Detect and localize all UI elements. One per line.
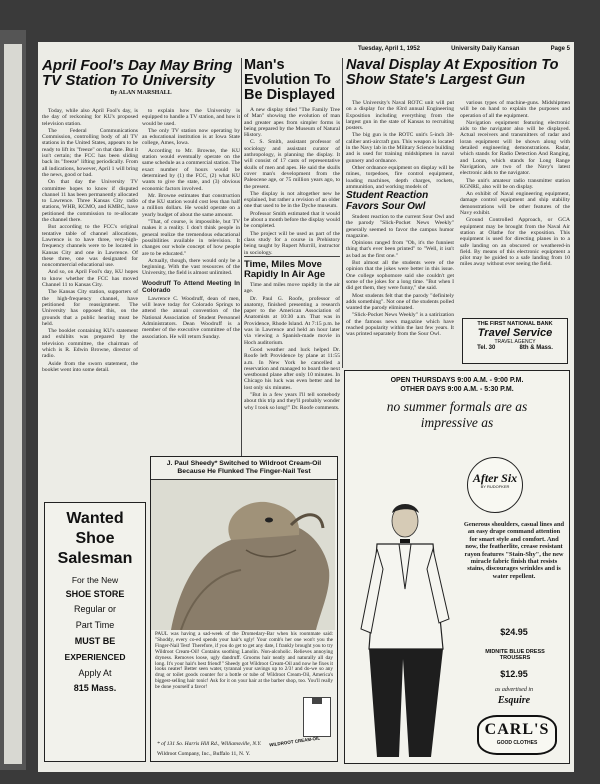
after-six-description: Generous shoulders, casual lines and an easy drape command attention for smart style and comfort. And now, the featherlite, crease resistant rayon features "Stain-Shy", the new miracle fabric finish that resists stains, discourages wrinkles and is water repellent.: [463, 521, 565, 580]
bank-travel-title: Travel Service: [477, 327, 553, 339]
wildroot-copy: PAUL was having a sad-week of the Dromedary-Bar when his roommate said: "Shoddy, every co-ed spends your hair's ugly! Your comb's her one won't you the Finger-Nail Test! Therefore, if you do get to get any date, I frankly brought you to try Wildroot Cream-Oil! Contains soothing Lanolin. Non-alcoholic. Relieves annoying dryness. Removes loose, ugly dandruff. Grooms hair neatly and naturally all day long. It's your hair's best friend!" Sheedy got Wildroot Cream-Oil and now he fixes it looks neater! Better seen water, tyrannal your savings up to 2/3! and do-we so any drug or toilet goods counter for a bottle or tube of Wildroot Cream-Oil, America's biggest-selling hair tonic! Ask for it on your hair at the barber shop, too. You'll really be done yourself a favor!: [155, 631, 333, 691]
time-miles-headline: Time, Miles Move Rapidly In Air Age: [244, 260, 326, 280]
jacket-price: $24.95: [500, 627, 528, 637]
shoe-ad-line: Apply At: [78, 668, 112, 678]
page-header: [358, 46, 570, 52]
sour-owl-paragraph: Opinions ranged from "Oh, it's the funniest thing that's ever been printed" to "Well, it isn't as bad as the first one.": [346, 240, 454, 259]
story-time-miles: [244, 260, 340, 450]
evolution-paragraph: The project will be used as part of the class study for a course in Prehistory being taught by Rupert Murrill, instructor in sociology.: [244, 230, 340, 256]
wildroot-product-label: WILDROOT CREAM-OIL: [268, 735, 321, 748]
time-miles-paragraph: Good weather and luck helped Dr. Roofe left Providence by plane at 11:55 a.m. In New York he cancelled a reservation and managed to board the next westbound plane after only 10 minutes. In Chicago his luck was even better and he lost only six minutes.: [244, 346, 340, 391]
story-sour-owl: [346, 190, 454, 360]
carls-hours-2: OTHER DAYS 9:00 A.M. - 5:30 P.M.: [400, 386, 514, 393]
shoe-ad-line: 815 Mass.: [73, 683, 117, 693]
woodruff-text: Lawrence C. Woodruff, dean of men, will leave today for Colorado Springs to attend the annual convention of the National Association of Student Personnel Administrators. Dean Woodruff is a member of the executive committee of the association. He will return Sunday.: [142, 295, 240, 340]
tv-paragraph: to explain how the University is equipped to handle a TV station, and how it would be used.: [142, 108, 240, 127]
tv-paragraph: And so, on April Fool's day, KU hopes to know whether the FCC has moved Channel 11 to Kansas City.: [42, 269, 138, 289]
as-advertised: as advertised in: [495, 687, 533, 693]
shoe-ad-line: Regular or: [73, 604, 117, 614]
carls-slogan-1: no summer formals are as: [386, 399, 528, 414]
wildroot-bottle-icon: [303, 697, 331, 737]
tv-paragraph: On that day the University TV committee hopes to know if disputed channel 11 has been permanently allocated to Lawrence. Three Kansas City radio stations, WHB, KCMO, and KMBC, have petitioned the commission to re-allocate the channel there.: [42, 179, 138, 224]
shoe-ad-line: Shoe: [75, 530, 115, 547]
evolution-paragraph: The display is not altogether new he explained, but rather a revision of an older one that used to be in the Dyche museum.: [244, 190, 340, 210]
man-in-tuxedo-illustration: [347, 499, 459, 759]
tv-story-col2: [142, 108, 240, 408]
tv-paragraph: Mr. Browne estimates that construction of the KU station would cost less than half a million dollars. He would operate on a yearly budget of about the same amount.: [142, 192, 240, 218]
column-rule: [342, 58, 343, 368]
tv-paragraph: According to Mr. Browne, the KU station would eventually operate on the same schedule as a commercial station. The exact number of hours would be determined by (1) the FCC, (2) what KU wants to give the state, and (3) obvious economic factors involved.: [142, 147, 240, 192]
sour-owl-paragraph: Most students felt that the parody "definitely adds something". Not one of the students polled wanted the parody eliminated.: [346, 292, 454, 312]
shoe-ad-line: Salesman: [57, 550, 133, 567]
tv-paragraph: The Federal Communications Commission, controlling body of all TV stations in the United States, appears to be ready to lift its "freeze" on that date. But it isn't certain; the FCC has been sliding back its "freeze" lifting periodically. From all indications, however, April 1 will bring the news, good or bad.: [42, 127, 138, 178]
after-six-logo: [467, 457, 523, 513]
naval-paragraph: The big gun is the ROTC unit's 5-inch 38-caliber anti-aircraft gun. This weapon is located in the Navy lab in the Military Science building and is used for training midshipmen in naval gunnery and ordnance.: [346, 132, 454, 164]
trousers-label: MIDNITE BLUE DRESS TROUSERS: [485, 649, 545, 661]
naval-paragraph: The unit's amateur radio transmitter station KGNRE, also will be on display.: [460, 177, 570, 190]
wildroot-ad: [150, 456, 338, 762]
time-miles-paragraph: Dr. Paul G. Roofe, professor of anatomy, finished presenting a research paper to the American Association of Anatomists at 10:30 a.m. That was in Providence, Rhode Island. At 7:15 p.m. he was in Lawrence and held an hour later via viewing a Spanish-made movie in Hoch auditorium.: [244, 295, 340, 346]
esquire-logo: Esquire: [497, 695, 531, 706]
sour-owl-paragraph: Student reaction to the current Sour Owl and the parody "Slick-Pocket News Weekly" generally seemed to favor the campus humor magazine.: [346, 214, 454, 239]
tv-paragraph: Aside from the sworn statement, the booklet went into some detail.: [42, 360, 138, 373]
shoe-salesman-ad: [44, 502, 146, 762]
wildroot-address: * of 131 So. Harris Hill Rd., Williamsville, N.Y.: [157, 741, 262, 747]
tv-paragraph: The Kansas City station, supporters of the high-frequency channel, have petitioned for reassignment. The University has opposed this, on the grounds that a public hearing must be held.: [42, 289, 138, 327]
header-paper: University Daily Kansan: [451, 46, 520, 52]
wildroot-headline: J. Paul Sheedy* Switched to Wildroot Cream-Oil Because He Flunked The Finger-Nail Test: [151, 457, 337, 480]
carls-logo-sub: GOOD CLOTHES: [496, 740, 538, 746]
shoe-ad-line: SHOE STORE: [65, 589, 125, 599]
bank-travel-ad: [462, 318, 568, 364]
naval-paragraph: An exhibit of Naval engineering equipment, damage control equipment and ship stability demonstrations will be other features of the Navy exhibit.: [460, 191, 570, 217]
story-naval-headline-block: [346, 58, 570, 98]
shoe-ad-line: Part Time: [75, 620, 115, 630]
sour-owl-paragraph: "Slick-Pocket News Weekly" is a satirization of the famous news magazine which have reached popularity within the last few years. It was printed separately from the Sour Owl.: [346, 312, 454, 338]
evolution-paragraph: C. S. Smith, assistant professor of sociology and assistant curator of anthropology, is planning the display. It will consist of 17 casts of representative skulls of men and apes. He said the skulls cover man's development from the Paleocene age, or 75 million years ago, to the present.: [244, 139, 340, 190]
sour-owl-paragraph: But almost all the students were of the opinion that the jokes were better in this issue. One college sophomore said she couldn't get some of the jokes for a long time. "But when I did get them, they were funny," she said.: [346, 260, 454, 292]
tv-paragraph: But according to the FCC's original tentative table of channel allocations, Lawrence is to have three, very-high-frequency channels were to be located in Kansas City and one in Lawrence. Of these three, one was designated for noncommercial educational use.: [42, 224, 138, 269]
evolution-headline: Man's Evolution To Be Displayed: [244, 58, 336, 103]
tv-paragraph: Actually, though, there would only be a beginning. With the vast resources of the University, the field is almost unlimited.: [142, 257, 240, 277]
naval-story-col1: [346, 100, 454, 190]
tv-paragraph: The booklet containing KU's statement and exhibits was prepared by the television committee, the chairman of which is R. Edwin Browne, director of radio.: [42, 328, 138, 360]
column-rule: [241, 58, 242, 458]
tv-paragraph: "That, of course, is impossible, but TV makes it a reality. I don't think people in general realize the tremendous educational possibilities available in television. It changes our whole concept of how people are to be educated.": [142, 219, 240, 257]
tv-paragraph: The only TV station now operating by an educational institution is at Iowa State college, Ames, Iowa.: [142, 127, 240, 147]
section-rule: [244, 256, 340, 257]
adjacent-page-strip: [4, 44, 22, 764]
newspaper-page: [38, 42, 574, 772]
tv-headline: April Fool's Day May Bring TV Station To University: [42, 58, 233, 89]
naval-paragraph: Ground Controlled Approach, or GCA equipment may be brought from the Naval Air station at Olathe for the exposition. This equipment is used for directing planes in to a safe landing on an obscured or weathered-in field. By means of this electronic equipment a pilot may be guided to a safe landing from 10 miles away without ever seeing the field.: [460, 217, 570, 268]
shoe-ad-line: Wanted: [66, 510, 124, 527]
after-six-sub: BY RUDOFKER: [480, 484, 510, 489]
header-page: Page 5: [550, 46, 570, 52]
carls-logo: [477, 715, 557, 755]
tv-story-col1: [42, 108, 138, 528]
naval-headline: Naval Display At Exposition To Show State's Largest Gun: [346, 58, 559, 88]
shoe-ad-line: EXPERIENCED: [64, 652, 126, 662]
tv-byline: By ALAN MARSHALL: [110, 90, 172, 96]
sour-owl-headline: Student Reaction Favors Sour Owl: [346, 190, 429, 212]
camel-illustration: [151, 480, 335, 630]
trousers-price: $12.95: [500, 669, 528, 679]
naval-paragraph: Navigation equipment featuring electronic aids to the navigator also will be displayed. Actual receivers and transmitters of radar and loran equipment will be shown along with detailed engineering demonstrations. Radar, which stands for Radio Detection And Ranging, and Loran, which stands for Long Range Navigation, are two of the Navy's latest electronic aids to the navigator.: [460, 119, 570, 177]
after-six-brand: After Six: [472, 471, 518, 485]
time-miles-paragraph: "But in a few years I'll tell somebody about this trip and they'll probably wonder why I took so long!" Dr. Roofe comments.: [244, 392, 340, 411]
naval-story-col2: [460, 100, 570, 320]
bank-name: THE FIRST NATIONAL BANK: [477, 321, 553, 327]
carls-after-six-ad: [344, 370, 570, 764]
woodruff-headline: Woodruff To Attend Meeting In Colorado: [142, 279, 240, 294]
time-miles-paragraph: Time and miles move rapidly in the air age.: [244, 282, 340, 295]
shoe-ad-line: MUST BE: [74, 636, 116, 646]
bank-travel-sub: TRAVEL AGENCY: [494, 339, 536, 345]
evolution-paragraph: Professor Smith estimated that it would be about a month before the display would be completed.: [244, 210, 340, 230]
carls-logo-text: CARL'S: [484, 721, 550, 738]
evolution-paragraph: A new display titled "The Family Tree of Man" showing the evolution of man and greater apes from simpler forms is being prepared by the Museum of Natural History.: [244, 107, 340, 139]
carls-slogan-2: impressive as: [420, 415, 494, 430]
bank-tel: Tel. 30: [477, 345, 496, 351]
header-date: Tuesday, April 1, 1952: [358, 46, 420, 52]
wildroot-company: Wildroot Company, Inc., Buffalo 11, N. Y.: [157, 751, 251, 757]
tv-paragraph: Today, while also April Fool's day, is the day of reckoning for KU's proposed television station.: [42, 108, 138, 127]
naval-paragraph: various types of machine-guns. Midshipmen will be on hand to explain the purposes and operation of all the equipment.: [460, 100, 570, 119]
naval-paragraph: The University's Naval ROTC unit will put on a display for the 83rd annual Engineering Exposition including everything from the largest gun in the state of Kansas to recruiting posters.: [346, 100, 454, 132]
carls-hours-1: OPEN THURSDAYS 9:00 A.M. - 9:00 P.M.: [390, 377, 524, 384]
naval-paragraph: Other ordnance equipment on display will be mines, torpedoes, fire control equipment, loading machines, depth charges, rockets, ammunition, and working models of: [346, 164, 454, 190]
shoe-ad-line: For the New: [71, 575, 119, 585]
bank-address: 8th & Mass.: [519, 345, 553, 351]
